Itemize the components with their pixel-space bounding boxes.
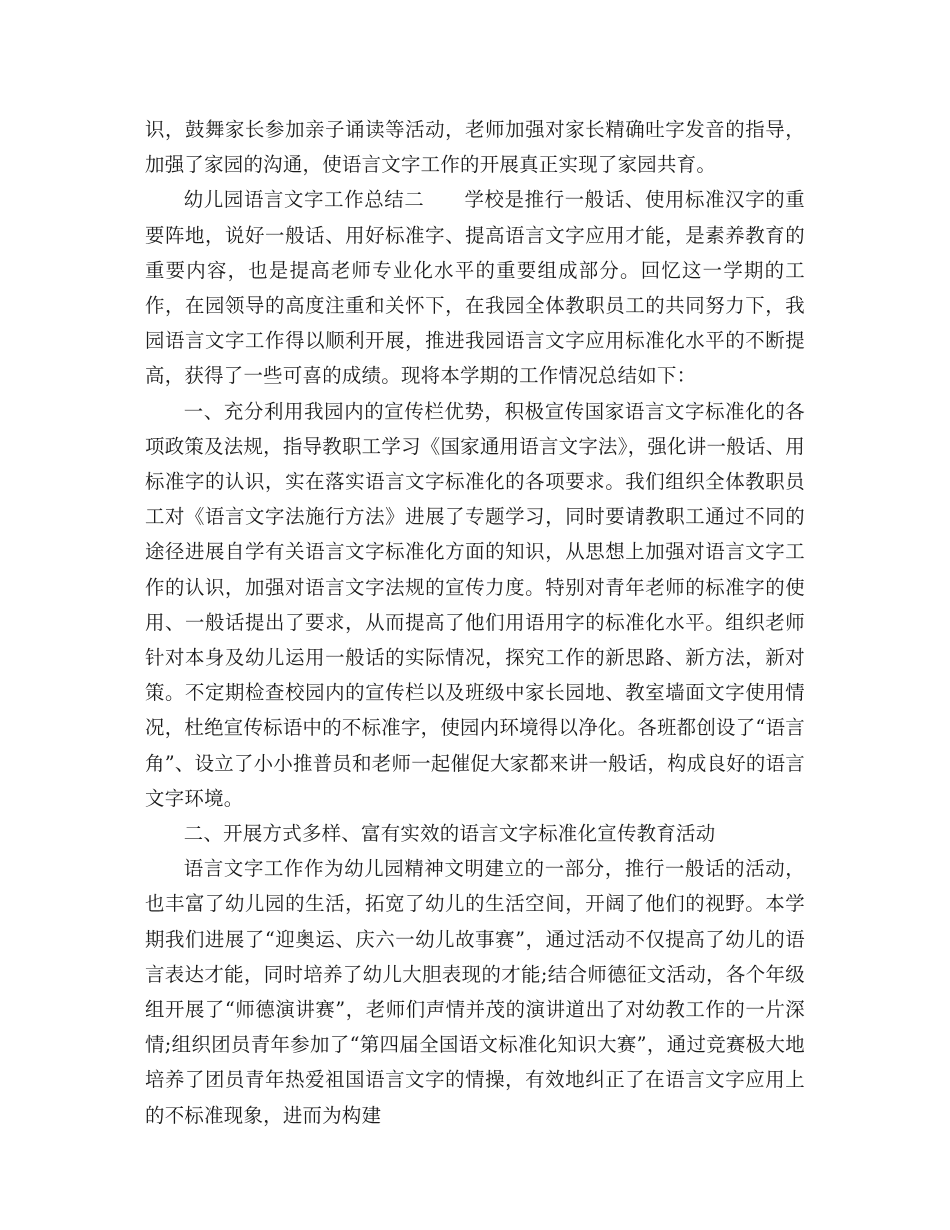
paragraph-section-two-body: 语言文字工作作为幼儿园精神文明建立的一部分，推行一般话的活动，也丰富了幼儿园的生活，拓宽了幼儿的生活空间，开阔了他们的视野。本学期我们进展了“迎奥运、庆六一幼儿故事赛”，通过活动不仅提高了幼儿的语言表达才能，同时培养了幼儿大胆表现的才能;结合师德征文活动，各个年级组开展了“师德演讲赛”，老师们声情并茂的演讲道出了对幼教工作的一片深情;组织团员青年参加了“第四届全国语文标准化知识大赛”，通过竞赛极大地培养了团员青年热爱祖国语言文字的情操，有效地纠正了在语言文字应用上的不标准现象，进而为构建 <box>145 857 805 1127</box>
section-heading-two: 二、开展方式多样、富有实效的语言文字标准化宣传教育活动 <box>183 822 716 846</box>
paragraph-continuation: 识，鼓舞家长参加亲子诵读等活动，老师加强对家长精确吐字发音的指导，加强了家园的沟通，使语言文字工作的开展真正实现了家园共育。 <box>145 118 805 177</box>
document-body <box>145 112 805 1133</box>
paragraph-summary-two: 幼儿园语言文字工作总结二 学校是推行一般话、使用标准汉字的重要阵地，说好一般话、用好标准字、提高语言文字应用才能，是素养教育的重要内容，也是提高老师专业化水平的重要组成部分。回忆这一学期的工作，在园领导的高度注重和关怀下，在我园全体教职员工的共同努力下，我园语言文字工作得以顺利开展，推进我园语言文字应用标准化水平的不断提高，获得了一些可喜的成绩。现将本学期的工作情况总结如下： <box>145 188 805 388</box>
paragraph-section-one: 一、充分利用我园内的宣传栏优势，积极宣传国家语言文字标准化的各项政策及法规，指导教职工学习《国家通用语言文字法》，强化讲一般话、用标准字的认识，实在落实语言文字标准化的各项要求。我们组织全体教职员工对《语言文字法施行方法》进展了专题学习，同时要请教职工通过不同的途径进展自学有关语言文字标准化方面的知识，从思想上加强对语言文字工作的认识，加强对语言文字法规的宣传力度。特别对青年老师的标准字的使用、一般话提出了要求，从而提高了他们用语用字的标准化水平。组织老师针对本身及幼儿运用一般话的实际情况，探究工作的新思路、新方法，新对策。不定期检查校园内的宣传栏以及班级中家长园地、教室墙面文字使用情况，杜绝宣传标语中的不标准字，使园内环境得以净化。各班都创设了“语言角”、设立了小小推普员和老师一起催促大家都来讲一般话，构成良好的语言文字环境。 <box>145 399 806 810</box>
